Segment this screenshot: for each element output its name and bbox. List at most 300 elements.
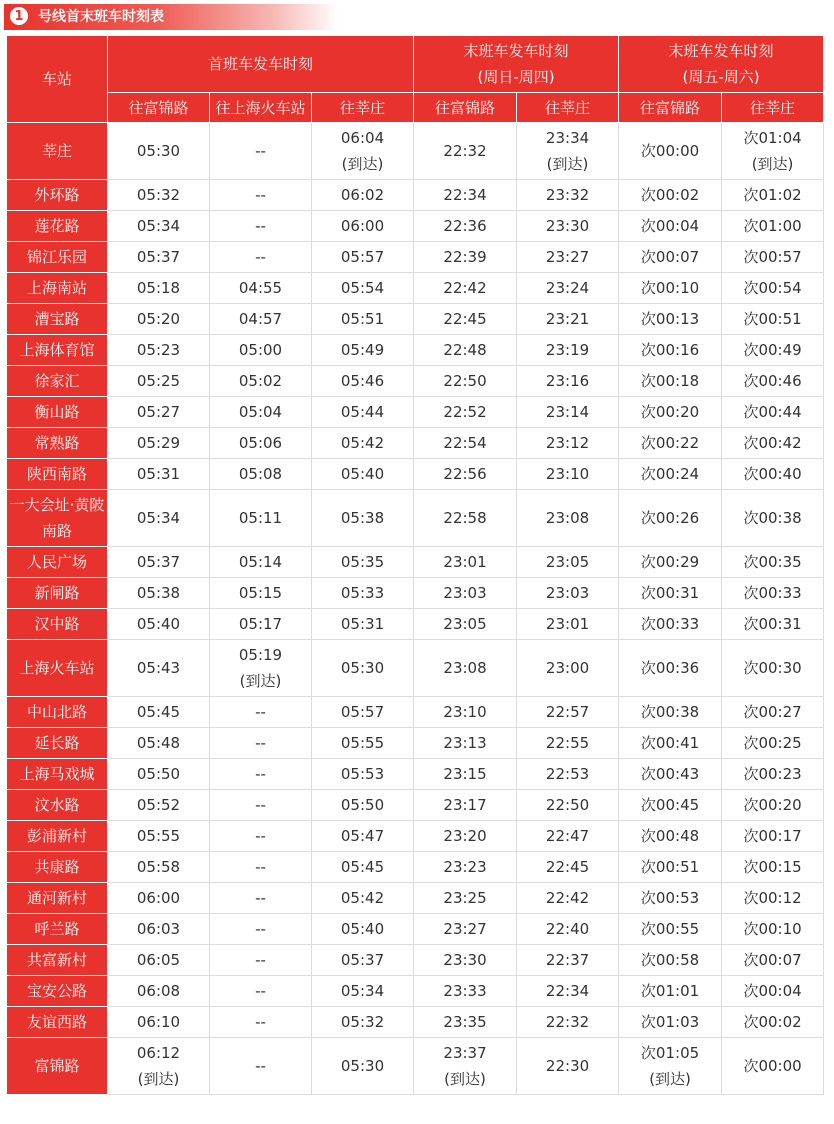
time-cell <box>619 211 722 242</box>
table-row <box>7 459 824 490</box>
time-cell <box>210 759 312 790</box>
time-value: 次00:18 <box>640 372 700 390</box>
time-cell <box>210 211 312 242</box>
time-value: 23:10 <box>443 703 487 721</box>
time-value: -- <box>255 796 266 814</box>
table-row <box>7 397 824 428</box>
station-name-line: 上海南站 <box>26 279 87 297</box>
time-cell <box>517 335 619 366</box>
time-cell <box>210 914 312 945</box>
time-cell <box>414 242 517 273</box>
station-name-line: 漕宝路 <box>34 310 80 328</box>
time-cell <box>312 242 414 273</box>
arrival-note: (到达) <box>649 1070 691 1088</box>
time-value: -- <box>255 703 266 721</box>
time-cell <box>312 1007 414 1038</box>
station-name-line: 通河新村 <box>26 889 87 907</box>
time-value: 05:50 <box>136 765 181 783</box>
time-cell <box>210 728 312 759</box>
time-value: 23:37 <box>443 1044 487 1062</box>
time-cell <box>210 304 312 335</box>
time-cell <box>517 945 619 976</box>
time-value: 22:34 <box>443 186 487 204</box>
time-cell <box>414 459 517 490</box>
table-row <box>7 180 824 211</box>
table-row <box>7 335 824 366</box>
time-value: -- <box>255 827 266 845</box>
time-cell <box>517 242 619 273</box>
time-value: 次00:51 <box>640 858 700 876</box>
header-station: 车站 <box>7 36 108 123</box>
time-cell <box>414 273 517 304</box>
time-cell <box>722 335 824 366</box>
time-cell <box>210 180 312 211</box>
time-cell <box>414 790 517 821</box>
subheader-last-b-to-fujin: 往富锦路 <box>619 93 722 123</box>
time-value: 05:19 <box>238 646 283 664</box>
time-cell <box>312 578 414 609</box>
time-value: 22:52 <box>443 403 487 421</box>
time-value: 05:40 <box>340 920 385 938</box>
time-value: 05:48 <box>136 734 181 752</box>
time-cell <box>414 697 517 728</box>
table-row <box>7 1007 824 1038</box>
time-value: 05:31 <box>340 615 385 633</box>
time-value: 22:50 <box>443 372 487 390</box>
time-cell <box>517 1007 619 1038</box>
time-cell <box>722 697 824 728</box>
arrival-note: (到达) <box>341 155 384 173</box>
time-value: 23:27 <box>545 248 590 266</box>
time-cell <box>722 914 824 945</box>
time-cell <box>619 790 722 821</box>
time-cell <box>619 547 722 578</box>
time-cell <box>517 1038 619 1095</box>
time-value: 23:35 <box>443 1013 487 1031</box>
station-name <box>7 1007 108 1038</box>
time-value: 次00:33 <box>743 584 802 602</box>
header-last-train-sun-thu <box>414 36 619 93</box>
station-name-line: 莘庄 <box>41 142 72 160</box>
time-cell <box>108 578 210 609</box>
table-row <box>7 273 824 304</box>
time-value: 06:00 <box>340 217 385 235</box>
time-value: 05:23 <box>136 341 181 359</box>
time-value: 次00:42 <box>743 434 802 452</box>
time-cell <box>312 852 414 883</box>
time-value: 次00:51 <box>743 310 802 328</box>
time-value: 22:47 <box>545 827 590 845</box>
station-name <box>7 1038 108 1095</box>
time-value: 05:20 <box>136 310 181 328</box>
time-cell <box>108 1007 210 1038</box>
time-value: 04:57 <box>238 310 283 328</box>
header-last-train-fri-sat <box>619 36 824 93</box>
time-value: 23:01 <box>545 615 590 633</box>
time-value: 23:08 <box>443 659 487 677</box>
time-value: 06:00 <box>136 889 181 907</box>
time-cell <box>722 609 824 640</box>
station-name <box>7 945 108 976</box>
table-row <box>7 697 824 728</box>
time-cell <box>517 697 619 728</box>
time-value: 06:04 <box>340 129 385 147</box>
time-cell <box>619 428 722 459</box>
subheader-last-a-to-fujin: 往富锦路 <box>414 93 517 123</box>
time-value: 05:32 <box>340 1013 385 1031</box>
time-cell <box>414 578 517 609</box>
time-value: -- <box>255 765 266 783</box>
time-cell <box>414 397 517 428</box>
time-cell <box>312 790 414 821</box>
time-value: 22:42 <box>545 889 590 907</box>
time-cell <box>619 759 722 790</box>
time-cell <box>210 459 312 490</box>
time-cell <box>517 397 619 428</box>
header-first-train: 首班车发车时刻 <box>108 36 414 93</box>
time-value: 22:34 <box>545 982 590 1000</box>
time-value: -- <box>255 217 266 235</box>
station-name <box>7 790 108 821</box>
time-cell <box>108 366 210 397</box>
time-cell <box>722 397 824 428</box>
time-value: 23:05 <box>545 553 590 571</box>
time-value: 次00:22 <box>640 434 700 452</box>
time-value: 23:13 <box>443 734 487 752</box>
time-value: 23:19 <box>545 341 590 359</box>
time-value: 次00:53 <box>640 889 700 907</box>
table-row <box>7 759 824 790</box>
time-cell <box>517 490 619 547</box>
time-cell <box>517 180 619 211</box>
time-value: 次00:25 <box>743 734 802 752</box>
time-value: 05:37 <box>136 553 181 571</box>
time-value: 06:02 <box>340 186 385 204</box>
time-value: 次00:48 <box>640 827 700 845</box>
time-cell <box>108 976 210 1007</box>
time-value: 05:18 <box>136 279 181 297</box>
time-cell <box>414 1038 517 1095</box>
time-value: -- <box>255 734 266 752</box>
time-cell <box>414 759 517 790</box>
time-value: 05:32 <box>136 186 181 204</box>
time-value: 23:24 <box>545 279 590 297</box>
time-cell <box>619 945 722 976</box>
time-value: 05:15 <box>238 584 283 602</box>
station-name <box>7 914 108 945</box>
time-value: 23:23 <box>443 858 487 876</box>
time-value: 次00:07 <box>640 248 700 266</box>
station-name-line: 南路 <box>41 522 72 540</box>
time-cell <box>414 335 517 366</box>
time-cell <box>312 304 414 335</box>
subheader-first-to-shanghai-railway: 往上海火车站 <box>210 93 312 123</box>
table-row <box>7 123 824 180</box>
station-name-line: 富锦路 <box>34 1057 80 1075</box>
time-cell <box>414 945 517 976</box>
time-cell <box>312 211 414 242</box>
time-value: 05:40 <box>340 465 385 483</box>
time-cell <box>108 790 210 821</box>
station-name-line: 宝安公路 <box>26 982 87 1000</box>
time-value: 05:53 <box>340 765 385 783</box>
station-name <box>7 821 108 852</box>
time-cell <box>210 366 312 397</box>
header-last-train-fri-sat-line2: (周五-周六) <box>682 68 760 86</box>
time-cell <box>722 123 824 180</box>
station-name-line: 一大会址·黄陂 <box>9 496 105 514</box>
header-last-train-fri-sat-line1: 末班车发车时刻 <box>668 42 774 60</box>
station-name <box>7 123 108 180</box>
time-value: 05:17 <box>238 615 283 633</box>
time-cell <box>210 945 312 976</box>
time-cell <box>108 852 210 883</box>
time-value: 次00:44 <box>743 403 802 421</box>
time-value: 22:39 <box>443 248 487 266</box>
time-cell <box>517 273 619 304</box>
time-cell <box>619 821 722 852</box>
time-value: 次00:10 <box>743 920 802 938</box>
time-value: 次00:30 <box>743 659 802 677</box>
time-value: 次00:33 <box>640 615 700 633</box>
station-name-line: 延长路 <box>34 734 80 752</box>
time-cell <box>312 1038 414 1095</box>
time-value: 23:21 <box>545 310 590 328</box>
time-value: 次00:04 <box>743 982 802 1000</box>
station-name <box>7 640 108 697</box>
time-value: -- <box>255 889 266 907</box>
arrival-note: (到达) <box>137 1070 180 1088</box>
station-name-line: 衡山路 <box>34 403 80 421</box>
time-cell <box>210 640 312 697</box>
timetable-body <box>7 123 824 1095</box>
station-name <box>7 242 108 273</box>
time-cell <box>414 883 517 914</box>
time-cell <box>108 490 210 547</box>
time-cell <box>108 123 210 180</box>
time-cell <box>722 976 824 1007</box>
table-row <box>7 578 824 609</box>
time-value: 次00:38 <box>640 703 700 721</box>
time-value: 05:30 <box>340 659 385 677</box>
time-cell <box>722 428 824 459</box>
time-cell <box>108 697 210 728</box>
time-cell <box>722 790 824 821</box>
time-cell <box>414 728 517 759</box>
time-value: 05:43 <box>136 659 181 677</box>
time-value: 次00:31 <box>743 615 802 633</box>
time-value: 次00:55 <box>640 920 700 938</box>
time-value: 22:48 <box>443 341 487 359</box>
time-cell <box>210 821 312 852</box>
station-name <box>7 211 108 242</box>
time-cell <box>108 335 210 366</box>
table-row <box>7 945 824 976</box>
time-cell <box>312 273 414 304</box>
time-cell <box>722 273 824 304</box>
time-cell <box>210 578 312 609</box>
time-value: 05:34 <box>136 509 181 527</box>
time-value: 05:47 <box>340 827 385 845</box>
station-name-line: 锦江乐园 <box>26 248 87 266</box>
station-name <box>7 366 108 397</box>
station-name-line: 友谊西路 <box>26 1013 87 1031</box>
time-cell <box>722 211 824 242</box>
station-name-line: 人民广场 <box>26 553 87 571</box>
table-row <box>7 547 824 578</box>
time-value: 23:14 <box>545 403 590 421</box>
station-name-line: 外环路 <box>34 186 80 204</box>
time-value: 22:53 <box>545 765 590 783</box>
station-name <box>7 459 108 490</box>
time-value: 次00:40 <box>743 465 802 483</box>
time-cell <box>210 1038 312 1095</box>
time-value: 05:57 <box>340 703 385 721</box>
time-value: 次01:04 <box>743 129 802 147</box>
time-cell <box>619 578 722 609</box>
time-cell <box>517 609 619 640</box>
station-name <box>7 759 108 790</box>
table-row <box>7 914 824 945</box>
time-value: -- <box>255 1013 266 1031</box>
time-cell <box>722 1007 824 1038</box>
time-cell <box>619 304 722 335</box>
time-value: 05:42 <box>340 889 385 907</box>
table-row <box>7 852 824 883</box>
station-name <box>7 273 108 304</box>
time-value: 22:55 <box>545 734 590 752</box>
time-value: 次00:15 <box>743 858 802 876</box>
time-cell <box>210 852 312 883</box>
time-cell <box>619 180 722 211</box>
time-cell <box>517 640 619 697</box>
station-name-line: 汶水路 <box>34 796 80 814</box>
station-name-line: 上海马戏城 <box>19 765 95 783</box>
time-value: 次00:54 <box>743 279 802 297</box>
time-cell <box>414 609 517 640</box>
time-value: 22:40 <box>545 920 590 938</box>
time-cell <box>722 883 824 914</box>
time-value: 22:42 <box>443 279 487 297</box>
time-cell <box>108 428 210 459</box>
station-name-line: 上海体育馆 <box>19 341 95 359</box>
time-value: 05:52 <box>136 796 181 814</box>
table-row <box>7 366 824 397</box>
time-value: 05:35 <box>340 553 385 571</box>
time-value: 05:45 <box>340 858 385 876</box>
time-value: 23:25 <box>443 889 487 907</box>
time-cell <box>210 883 312 914</box>
time-cell <box>517 976 619 1007</box>
time-cell <box>517 428 619 459</box>
time-value: 次00:16 <box>640 341 700 359</box>
time-cell <box>210 397 312 428</box>
subheader-first-to-fujin: 往富锦路 <box>108 93 210 123</box>
time-value: 22:45 <box>443 310 487 328</box>
time-value: 次00:07 <box>743 951 802 969</box>
time-cell <box>517 547 619 578</box>
time-cell <box>312 366 414 397</box>
arrival-note: (到达) <box>444 1070 486 1088</box>
station-name <box>7 852 108 883</box>
time-cell <box>722 366 824 397</box>
header-last-train-sun-thu-line1: 末班车发车时刻 <box>463 42 569 60</box>
time-value: 次00:45 <box>640 796 700 814</box>
time-cell <box>619 914 722 945</box>
time-value: 次00:35 <box>743 553 802 571</box>
time-cell <box>722 578 824 609</box>
time-value: 05:04 <box>238 403 283 421</box>
time-cell <box>414 1007 517 1038</box>
time-cell <box>312 123 414 180</box>
time-value: 次01:01 <box>640 982 700 1000</box>
time-cell <box>312 397 414 428</box>
time-cell <box>722 242 824 273</box>
time-value: 05:34 <box>136 217 181 235</box>
time-value: -- <box>255 186 266 204</box>
time-value: 05:50 <box>340 796 385 814</box>
time-cell <box>517 914 619 945</box>
time-value: 次00:20 <box>640 403 700 421</box>
time-cell <box>414 123 517 180</box>
time-value: 22:54 <box>443 434 487 452</box>
time-value: 23:05 <box>443 615 487 633</box>
time-cell <box>619 273 722 304</box>
timetable-title: 号线首末班车时刻表 <box>38 9 164 25</box>
time-cell <box>312 428 414 459</box>
time-value: -- <box>255 142 266 160</box>
table-row <box>7 821 824 852</box>
time-value: 23:27 <box>443 920 487 938</box>
station-name-line: 彭浦新村 <box>26 827 87 845</box>
time-cell <box>210 273 312 304</box>
time-cell <box>517 578 619 609</box>
time-cell <box>414 304 517 335</box>
time-value: 23:01 <box>443 553 487 571</box>
station-name <box>7 397 108 428</box>
time-value: 05:42 <box>340 434 385 452</box>
time-value: 次00:29 <box>640 553 700 571</box>
time-value: 次01:02 <box>743 186 802 204</box>
time-value: 22:56 <box>443 465 487 483</box>
time-cell <box>312 759 414 790</box>
time-cell <box>619 728 722 759</box>
station-name-line: 共富新村 <box>26 951 87 969</box>
time-value: 23:34 <box>545 129 590 147</box>
time-cell <box>108 640 210 697</box>
time-cell <box>414 180 517 211</box>
time-cell <box>108 547 210 578</box>
time-value: 05:40 <box>136 615 181 633</box>
time-cell <box>619 1007 722 1038</box>
time-value: -- <box>255 920 266 938</box>
time-cell <box>108 304 210 335</box>
time-value: 05:54 <box>340 279 385 297</box>
time-value: 次00:04 <box>640 217 700 235</box>
time-cell <box>108 759 210 790</box>
time-cell <box>619 697 722 728</box>
time-cell <box>108 945 210 976</box>
time-value: 05:58 <box>136 858 181 876</box>
time-cell <box>722 180 824 211</box>
time-cell <box>210 1007 312 1038</box>
arrival-note: (到达) <box>546 155 589 173</box>
time-value: 23:12 <box>545 434 590 452</box>
station-name <box>7 578 108 609</box>
time-cell <box>108 914 210 945</box>
station-name <box>7 428 108 459</box>
time-cell <box>210 790 312 821</box>
